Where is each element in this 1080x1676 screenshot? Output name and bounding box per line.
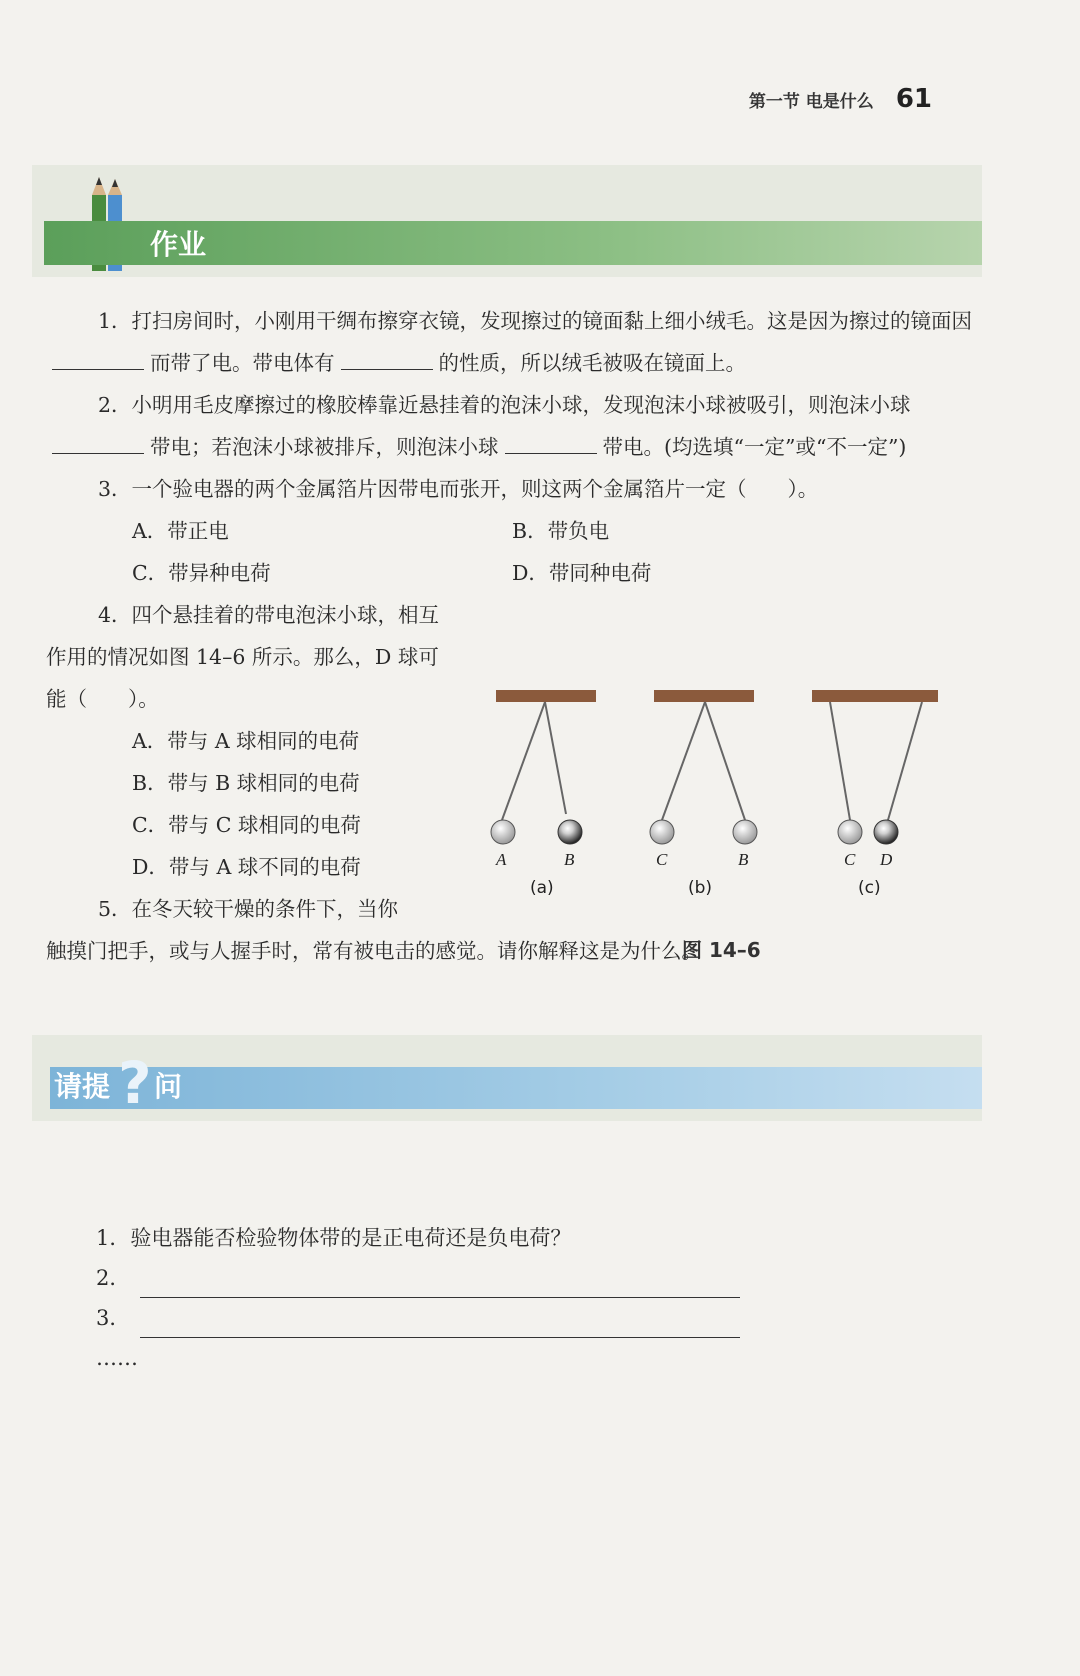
question-5-continued: 触摸门把手，或与人握手时，常有被电击的感觉。请你解释这是为什么。 — [46, 939, 702, 963]
ball-b — [733, 820, 757, 844]
question-3: 3．一个验电器的两个金属箔片因带电而张开，则这两个金属箔片一定（ ）。 — [98, 477, 819, 501]
subfigure-label: (b) — [688, 878, 713, 898]
option: A．带与 A 球相同的电荷 — [132, 729, 360, 753]
ball-label: D — [880, 850, 893, 869]
question-mark-icon: ? — [118, 1049, 152, 1117]
ball-b — [558, 820, 582, 844]
support-beam — [812, 690, 938, 702]
answer-blank[interactable] — [341, 347, 433, 370]
subfigure-label: (c) — [858, 878, 881, 898]
answer-blank[interactable] — [52, 431, 144, 454]
ball-label: B — [738, 850, 749, 869]
ball-d — [874, 820, 898, 844]
homework-title: 作业 — [150, 228, 207, 261]
figure-caption: 图 14–6 — [682, 938, 761, 962]
question-2: 2．小明用毛皮摩擦过的橡胶棒靠近悬挂着的泡沫小球，发现泡沫小球被吸引，则泡沫小球带电；若泡沫小球被排斥，则泡沫小球 带电。(均选填“一定”或“不一定”) — [46, 384, 976, 468]
ask-list — [96, 1218, 740, 1378]
answer-blank[interactable] — [52, 347, 144, 370]
question-4: 4．四个悬挂着的带电泡沫小球，相互作用的情况如图 14–6 所示。那么，D 球可能（ ）。 — [46, 603, 440, 711]
answer-line[interactable] — [140, 1271, 740, 1298]
ball-label: B — [564, 850, 575, 869]
option: D．带同种电荷 — [512, 561, 652, 585]
ask-item: 3． — [96, 1298, 740, 1338]
ball-c — [650, 820, 674, 844]
support-beam — [496, 690, 596, 702]
option: D．带与 A 球不同的电荷 — [132, 855, 361, 879]
option: B．带与 B 球相同的电荷 — [132, 771, 360, 795]
page-header — [749, 84, 932, 114]
subfigure-label: (a) — [530, 878, 554, 898]
question-1: 1．打扫房间时，小刚用干绸布擦穿衣镜，发现擦过的镜面黏上细小绒毛。这是因为擦过的镜面因而带了电。带电体有 的性质，所以绒毛被吸在镜面上。 — [46, 300, 976, 384]
ball-label: C — [844, 850, 856, 869]
question-3-options — [46, 510, 976, 552]
option: A．带正电 — [132, 519, 229, 543]
ask-item: 1．验电器能否检验物体带的是正电荷还是负电荷？ — [96, 1226, 572, 1250]
answer-blank[interactable] — [505, 431, 597, 454]
support-beam — [654, 690, 754, 702]
ball-c — [838, 820, 862, 844]
ball-label: C — [656, 850, 668, 869]
ask-item: 2． — [96, 1258, 740, 1298]
ask-title-right: 问 — [154, 1070, 183, 1103]
page-number: 61 — [895, 84, 932, 114]
question-3-options — [46, 552, 976, 594]
ask-title-left: 请提 — [54, 1070, 111, 1103]
ball-a — [491, 820, 515, 844]
section-title: 第一节 电是什么 — [748, 92, 874, 112]
answer-line[interactable] — [140, 1311, 740, 1338]
ball-label: A — [496, 850, 507, 869]
question-5: 5．在冬天较干燥的条件下，当你 — [98, 897, 399, 921]
ask-banner — [32, 1035, 982, 1121]
pith-ball-diagram — [490, 682, 980, 932]
option: C．带异种电荷 — [132, 561, 271, 585]
option: C．带与 C 球相同的电荷 — [132, 813, 361, 837]
ask-item: …… — [96, 1346, 138, 1370]
figure-14-6 — [490, 682, 980, 972]
option: B．带负电 — [512, 519, 610, 543]
homework-banner — [32, 165, 982, 277]
